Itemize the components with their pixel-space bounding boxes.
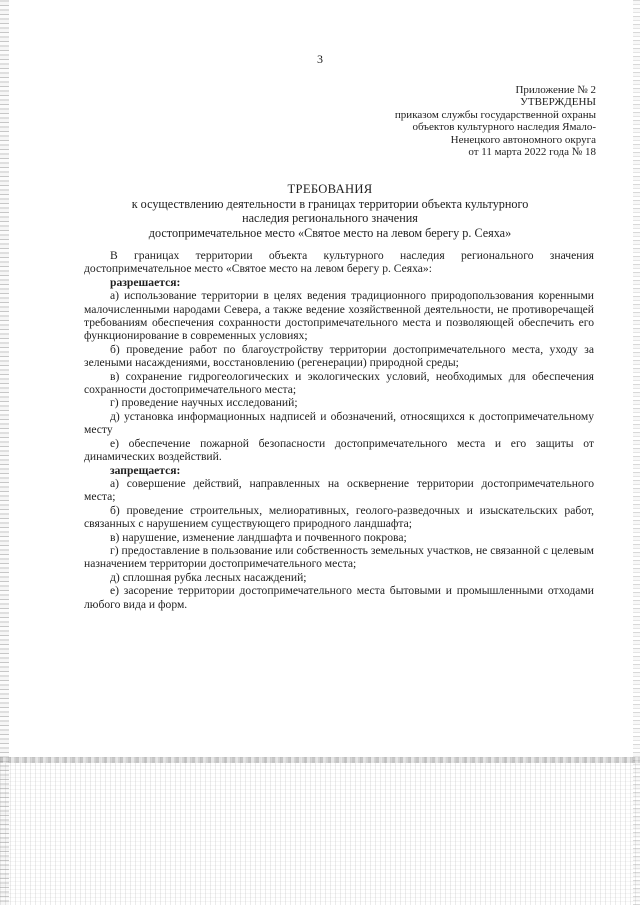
page-number: 3 [317, 52, 323, 66]
heading-line: к осуществлению деятельности в границах территории объекта культурного [131, 197, 529, 212]
allowed-label: разрешается: [110, 275, 181, 289]
document-title: ТРЕБОВАНИЯ [287, 182, 373, 196]
forbidden-item: е) засорение территории достопримечательного места бытовыми и промышленными отходами любого вида и форм. [84, 584, 594, 611]
intro-paragraph: В границах территории объекта культурного наследия регионального значения достопримечательное место «Святое место на левом берегу р. Сеяха»: [84, 249, 594, 276]
appendix-number: Приложение № 2 [515, 84, 596, 96]
approved-label: УТВЕРЖДЕНЫ [520, 96, 596, 109]
forbidden-item: г) предоставление в пользование или собственность земельных участков, не связанной с целевым назначением территории достопримечательного места; [84, 543, 594, 571]
heading-line: наследия регионального значения [242, 211, 418, 226]
forbidden-label: запрещается: [110, 463, 181, 477]
forbidden-item: в) нарушение, изменение ландшафта и почвенного покрова; [110, 530, 407, 544]
scan-noise-bottom [0, 757, 640, 905]
document-body [84, 249, 594, 611]
allowed-item: б) проведение работ по благоустройству территории достопримечательного места, уходу за зелеными насаждениями, восстановлению (регенерации) природной среды; [84, 342, 594, 370]
forbidden-item: б) проведение строительных, мелиоративных, геолого-разведочных и изыскательских работ, связанных с нарушением существующего природного ландшафта; [84, 503, 594, 531]
forbidden-item: д) сплошная рубка лесных насаждений; [110, 570, 307, 584]
document-heading [70, 182, 590, 240]
approval-order-line: объектов культурного наследия Ямало- [412, 121, 596, 134]
approval-block [336, 84, 596, 158]
approval-order-line: приказом службы государственной охраны [394, 108, 596, 121]
allowed-item: а) использование территории в целях ведения традиционного природопользования коренными малочисленными народами Севера, а также ведение хозяйственной деятельности, не противоречащей требованиям обеспечения сохранности достопримечательного места и позволяющей обеспечить его функционирование в современных условиях; [84, 289, 594, 343]
forbidden-item: а) совершение действий, направленных на осквернение территории достопримечательного места; [84, 476, 594, 504]
allowed-item: д) установка информационных надписей и обозначений, относящихся к достопримечательному месту [84, 409, 594, 437]
allowed-item: г) проведение научных исследований; [110, 396, 298, 410]
approval-date: от 11 марта 2022 года № 18 [468, 146, 596, 159]
allowed-item: е) обеспечение пожарной безопасности достопримечательного места и его защиты от динамических воздействий. [84, 436, 594, 464]
approval-order-line: Ненецкого автономного округа [450, 133, 596, 146]
heading-line: достопримечательное место «Святое место на левом берегу р. Сеяха» [148, 225, 512, 240]
allowed-item: в) сохранение гидрогеологических и экологических условий, необходимых для обеспечения сохранности достопримечательного места; [84, 369, 594, 397]
scan-artifact-band [0, 757, 640, 763]
